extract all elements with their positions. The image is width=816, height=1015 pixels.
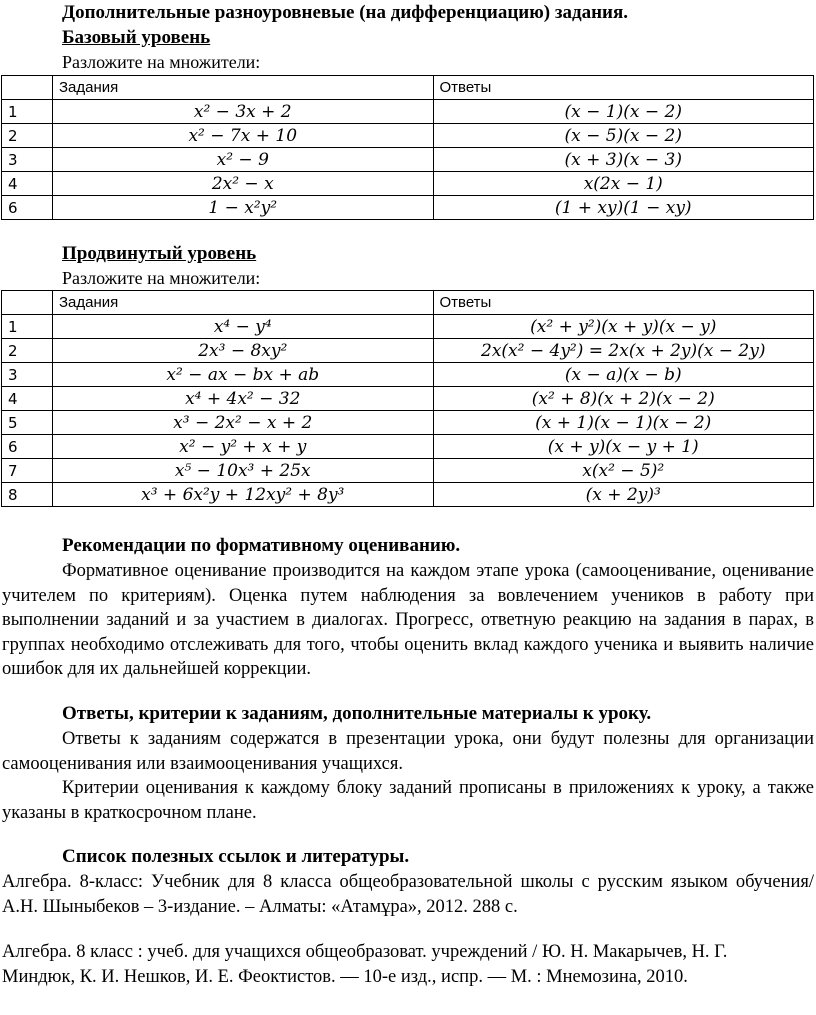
literature-reference-2: Алгебра. 8 класс : учеб. для учащихся общеобразоват. учреждений / Ю. Н. Макарычев, Н. Г. Миндюк, К. И. Нешков, И. Е. Феоктистов. — 10-е изд., испр. — М. : Мнемозина, 2010.: [2, 942, 728, 987]
table-header-row: [2, 291, 814, 315]
row-number: 1: [2, 100, 53, 124]
recommendations-paragraph: Формативное оценивание производится на каждом этапе урока (самооценивание, оценивание учителем по критериям). Оценка путем наблюдения за вовлечением учеников в работу при выполнении заданий и за участием в диалогах. Прогресс, ответную реакцию на задания в парах, в группах необходимо отслеживать для того, чтобы оценить вклад каждого ученика и выявить наличие ошибок для их дальнейшей коррекции.: [2, 561, 814, 679]
table-row: [2, 339, 814, 363]
table-row: [2, 411, 814, 435]
advanced-instruction: Разложите на множители:: [62, 268, 261, 288]
table-row: [2, 363, 814, 387]
row-number: 2: [2, 124, 53, 148]
answer-expression: (x − 5)(x − 2): [433, 124, 814, 148]
answers-paragraph: Ответы к заданиям содержатся в презентации урока, они будут полезны для организации самооценивания или взаимооценивания учащихся.: [2, 729, 814, 774]
row-number: 4: [2, 387, 53, 411]
task-expression: x⁴ + 4x² − 32: [53, 387, 434, 411]
table-row: [2, 435, 814, 459]
table-row: [2, 172, 814, 196]
task-expression: x² − 9: [53, 148, 434, 172]
document-title: Дополнительные разноуровневые (на дифференциацию) задания.: [62, 2, 629, 23]
task-expression: x² − ax − bx + ab: [53, 363, 434, 387]
column-header-answers: Ответы: [433, 76, 814, 100]
table-row: [2, 483, 814, 507]
task-expression: x³ + 6x²y + 12xy² + 8y³: [53, 483, 434, 507]
row-number: 7: [2, 459, 53, 483]
row-number: 3: [2, 148, 53, 172]
answer-expression: (x² + y²)(x + y)(x − y): [433, 315, 814, 339]
answers-criteria-heading: Ответы, критерии к заданиям, дополнительные материалы к уроку.: [62, 703, 652, 724]
row-number: 5: [2, 411, 53, 435]
answer-expression: (x² + 8)(x + 2)(x − 2): [433, 387, 814, 411]
task-expression: x² − 7x + 10: [53, 124, 434, 148]
row-number: 6: [2, 196, 53, 220]
task-expression: x⁵ − 10x³ + 25x: [53, 459, 434, 483]
task-expression: x² − 3x + 2: [53, 100, 434, 124]
recommendations-heading: Рекомендации по формативному оцениванию.: [62, 535, 461, 556]
row-number: 4: [2, 172, 53, 196]
task-expression: 1 − x²y²: [53, 196, 434, 220]
table-row: [2, 387, 814, 411]
basic-level-heading: Базовый уровень: [62, 27, 211, 48]
answer-expression: (x + y)(x − y + 1): [433, 435, 814, 459]
row-number: 1: [2, 315, 53, 339]
answer-expression: (x + 1)(x − 1)(x − 2): [433, 411, 814, 435]
task-expression: x⁴ − y⁴: [53, 315, 434, 339]
criteria-paragraph: Критерии оценивания к каждому блоку заданий прописаны в приложениях к уроку, а также указаны в краткосрочном плане.: [2, 778, 814, 823]
task-expression: 2x³ − 8xy²: [53, 339, 434, 363]
table-row: [2, 459, 814, 483]
advanced-level-heading: Продвинутый уровень: [62, 243, 257, 264]
row-number: 2: [2, 339, 53, 363]
answer-expression: (x + 3)(x − 3): [433, 148, 814, 172]
task-expression: x³ − 2x² − x + 2: [53, 411, 434, 435]
answer-expression: (x + 2y)³: [433, 483, 814, 507]
literature-reference-1: Алгебра. 8-класс: Учебник для 8 класса общеобразовательной школы с русским языком обучения/ А.Н. Шыныбеков – 3-издание. – Алматы: «Атамұра», 2012. 288 с.: [2, 872, 814, 917]
advanced-tasks-table: [1, 290, 814, 507]
table-row: [2, 124, 814, 148]
basic-instruction: Разложите на множители:: [62, 52, 261, 72]
task-expression: x² − y² + x + y: [53, 435, 434, 459]
column-header-answers: Ответы: [433, 291, 814, 315]
table-row: [2, 148, 814, 172]
literature-heading: Список полезных ссылок и литературы.: [62, 846, 410, 867]
basic-tasks-table: [1, 75, 814, 220]
column-header-tasks: Задания: [53, 291, 434, 315]
answer-expression: 2x(x² − 4y²) = 2x(x + 2y)(x − 2y): [433, 339, 814, 363]
row-number: 8: [2, 483, 53, 507]
table-row: [2, 315, 814, 339]
answer-expression: (x − a)(x − b): [433, 363, 814, 387]
answer-expression: (1 + xy)(1 − xy): [433, 196, 814, 220]
table-row: [2, 100, 814, 124]
row-number: 3: [2, 363, 53, 387]
table-row: [2, 196, 814, 220]
answer-expression: (x − 1)(x − 2): [433, 100, 814, 124]
column-header-tasks: Задания: [53, 76, 434, 100]
table-header-row: [2, 76, 814, 100]
task-expression: 2x² − x: [53, 172, 434, 196]
row-number: 6: [2, 435, 53, 459]
answer-expression: x(x² − 5)²: [433, 459, 814, 483]
answer-expression: x(2x − 1): [433, 172, 814, 196]
